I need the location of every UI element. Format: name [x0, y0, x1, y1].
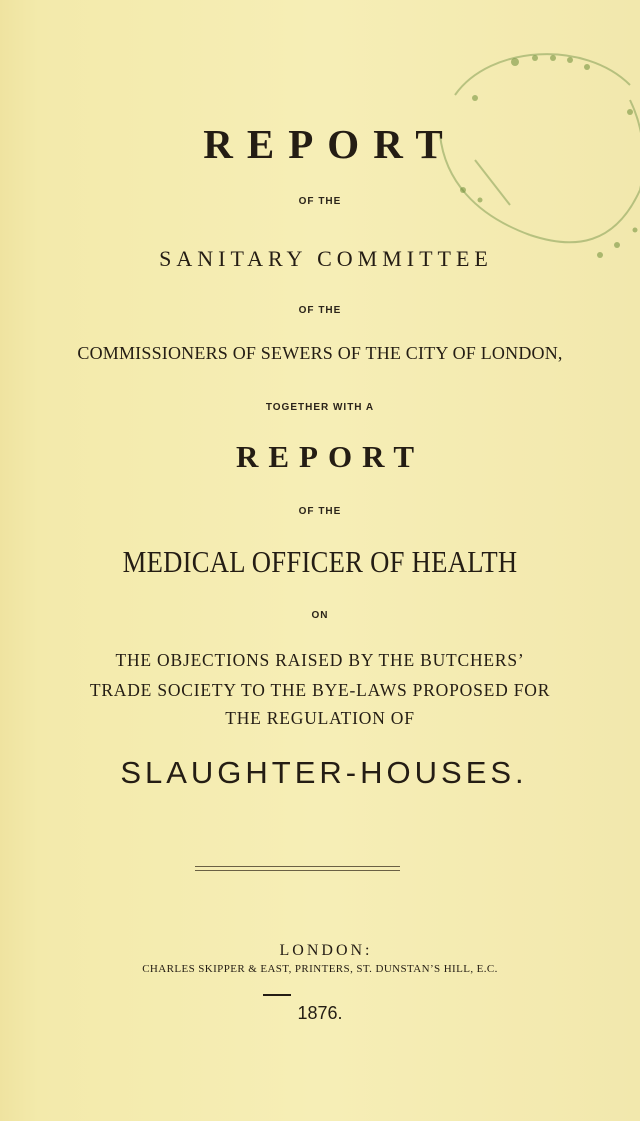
printer-line: CHARLES SKIPPER & EAST, PRINTERS, ST. DUNSTAN’S HILL, E.C. — [142, 963, 498, 975]
objections-line-1: THE OBJECTIONS RAISED BY THE BUTCHERS’ — [115, 650, 525, 670]
subject-title: SLAUGHTER-HOUSES. — [120, 755, 528, 790]
committee-name: SANITARY COMMITTEE — [159, 246, 493, 271]
objections-line-2: TRADE SOCIETY TO THE BYE-LAWS PROPOSED FOR — [89, 680, 551, 700]
of-the-1: OF THE — [298, 196, 342, 207]
report-heading-2: REPORT — [235, 439, 425, 474]
double-rule-divider — [195, 866, 400, 871]
officer-line: MEDICAL OFFICER OF HEALTH — [122, 544, 518, 579]
on-label: ON — [311, 610, 329, 621]
together-with: TOGETHER WITH A — [265, 402, 375, 413]
objections-line-3: THE REGULATION OF — [225, 708, 415, 728]
of-the-2: OF THE — [298, 305, 342, 316]
short-rule-divider — [263, 994, 291, 996]
report-heading: REPORT — [203, 121, 457, 167]
place-of-publication: LONDON: — [279, 942, 373, 959]
publication-year: 1876. — [297, 1003, 343, 1023]
commissioners-line: COMMISSIONERS OF SEWERS OF THE CITY OF LONDON, — [77, 343, 563, 363]
of-the-3: OF THE — [298, 506, 342, 517]
